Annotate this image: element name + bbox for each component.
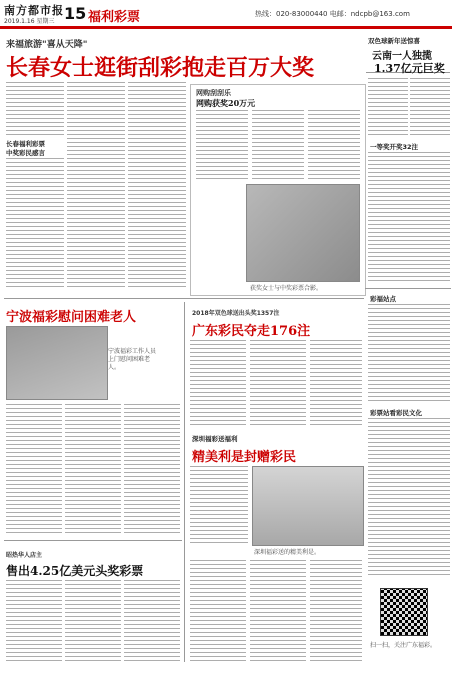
photo-caption: 深圳福彩送的精美利是。 xyxy=(254,549,321,556)
article-text xyxy=(368,418,450,578)
sub-heading: 中奖彩民感言 xyxy=(6,149,45,157)
divider xyxy=(365,288,451,289)
article-text xyxy=(6,82,64,136)
section-heading: 彩福站点 xyxy=(370,295,396,303)
article-text xyxy=(6,580,62,664)
article-text xyxy=(310,340,362,428)
article-text xyxy=(190,340,246,428)
shenzhen-kicker: 深圳福彩送福利 xyxy=(192,435,238,443)
article-text xyxy=(308,110,360,180)
divider xyxy=(4,540,182,541)
article-text xyxy=(410,78,450,138)
winner-photo xyxy=(246,184,360,282)
article-text xyxy=(65,580,121,664)
article-text xyxy=(6,158,64,288)
photo-caption: 宁波福彩工作人员上门慰问困难老人。 xyxy=(108,348,157,371)
article-text xyxy=(250,560,306,664)
red-envelope-photo xyxy=(252,466,364,546)
article-text xyxy=(368,78,408,138)
qr-caption: 扫一扫，关注广东福彩。 xyxy=(370,642,437,649)
article-text xyxy=(67,82,125,288)
main-headline: 长春女士逛街刮彩抱走百万大奖 xyxy=(6,55,315,81)
ningbo-photo xyxy=(6,326,108,400)
guangdong-kicker: 2018年双色球送出头奖1357注 xyxy=(192,310,280,317)
section-heading: 彩票站看彩民文化 xyxy=(370,409,422,417)
article-text xyxy=(190,560,246,664)
header-rule xyxy=(0,26,452,29)
ningbo-headline: 宁波福彩慰问困难老人 xyxy=(6,310,137,325)
section-heading: 一等奖开奖32注 xyxy=(370,143,419,151)
photo-caption: 获奖女士与中奖彩票合影。 xyxy=(250,285,323,292)
page-number: 15 xyxy=(64,4,87,23)
issue-date: 2019.1.16 星期三 xyxy=(4,18,55,25)
section-title: 福利彩票 xyxy=(88,10,141,25)
contact-info: 热线：020-83000440 电邮：ndcpb@163.com xyxy=(255,10,410,18)
bottom-kicker: 昭热华人店主 xyxy=(6,552,43,559)
article-text xyxy=(196,110,248,180)
newspaper-logo: 南方都市报 xyxy=(4,4,64,17)
article-text xyxy=(368,152,450,282)
bottom-headline: 售出4.25亿美元头奖彩票 xyxy=(6,564,144,578)
article-text xyxy=(190,466,248,546)
article-text xyxy=(368,304,450,404)
article-text xyxy=(124,404,180,534)
article-text xyxy=(124,580,180,664)
top-right-amount: 1.37亿元巨奖 xyxy=(374,62,445,75)
center-headline: 网购获奖20万元 xyxy=(196,98,256,108)
main-kicker: 来福旅游"喜从天降" xyxy=(6,40,88,50)
article-text xyxy=(128,82,186,288)
article-text xyxy=(250,340,306,428)
divider xyxy=(4,298,364,299)
article-text xyxy=(252,110,304,180)
article-text xyxy=(6,404,62,534)
divider xyxy=(184,302,185,662)
qr-code xyxy=(380,588,428,636)
article-text xyxy=(310,560,362,664)
shenzhen-headline: 精美利是封赠彩民 xyxy=(192,450,297,465)
sub-heading: 长春福利彩票 xyxy=(6,140,45,148)
article-text xyxy=(65,404,121,534)
top-right-subtitle: 云南一人独揽 xyxy=(372,51,432,62)
center-kicker: 网购刮刮乐 xyxy=(196,89,231,97)
guangdong-headline: 广东彩民夺走176注 xyxy=(192,324,311,339)
top-right-kicker: 双色球新年送惊喜 xyxy=(368,37,420,45)
